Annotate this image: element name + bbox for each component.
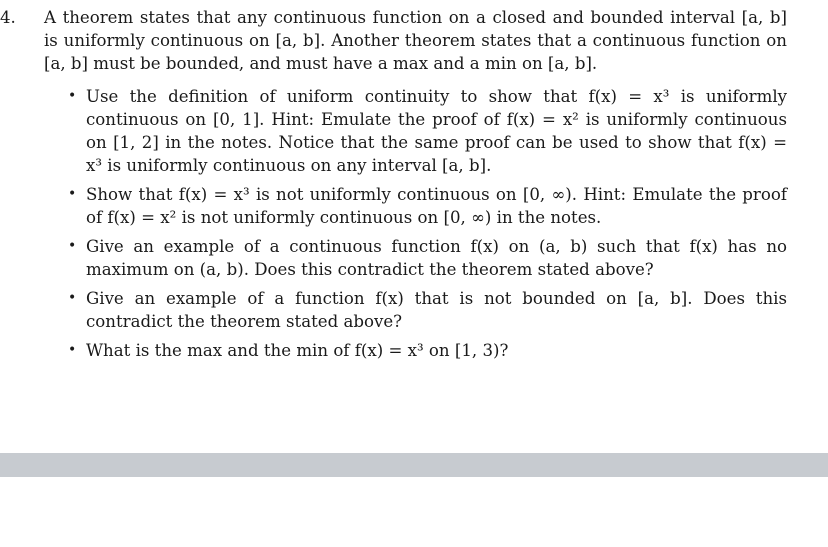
problem-intro: A theorem states that any continuous function on a closed and bounded interval [a, b] is uniformly continuous on [a, b]. Another theorem states that a continuous function on [a, b] must be bounded, and must have a max and a min on [a, b]. <box>44 8 787 73</box>
item-text: Give an example of a continuous function f(x) on (a, b) such that f(x) has no maximum on (a, b). Does this contradict the theorem stated above? <box>86 237 787 279</box>
bullet-icon: • <box>68 290 77 306</box>
problem-number: 4. <box>0 8 16 27</box>
bullet-icon: • <box>68 342 77 358</box>
item-text: Use the definition of uniform continuity to show that f(x) = x³ is uniformly continuous on [0, 1]. Hint: Emulate the proof of f(x) = x² is uniformly continuous on [1, 2] in the notes. Notice that the same proof can be used to show that f(x) = x³ is uniformly continuous on any interval [a, b]. <box>86 87 787 175</box>
problem-items-list <box>22 85 787 362</box>
list-item <box>68 85 787 177</box>
bullet-icon: • <box>68 238 77 254</box>
list-item <box>68 339 787 362</box>
list-item <box>68 183 787 229</box>
problem-4 <box>0 6 787 368</box>
next-page-area <box>0 477 828 547</box>
bullet-icon: • <box>68 88 77 104</box>
item-text: Show that f(x) = x³ is not uniformly continuous on [0, ∞). Hint: Emulate the proof of f(x) = x² is not uniformly continuous on [0, ∞) in the notes. <box>86 185 787 227</box>
page-separator-band <box>0 453 828 477</box>
problem-intro-block <box>0 6 787 75</box>
bullet-icon: • <box>68 186 77 202</box>
item-text: What is the max and the min of f(x) = x³ on [1, 3)? <box>86 341 509 360</box>
list-item <box>68 235 787 281</box>
item-text: Give an example of a function f(x) that is not bounded on [a, b]. Does this contradict the theorem stated above? <box>86 289 787 331</box>
list-item <box>68 287 787 333</box>
